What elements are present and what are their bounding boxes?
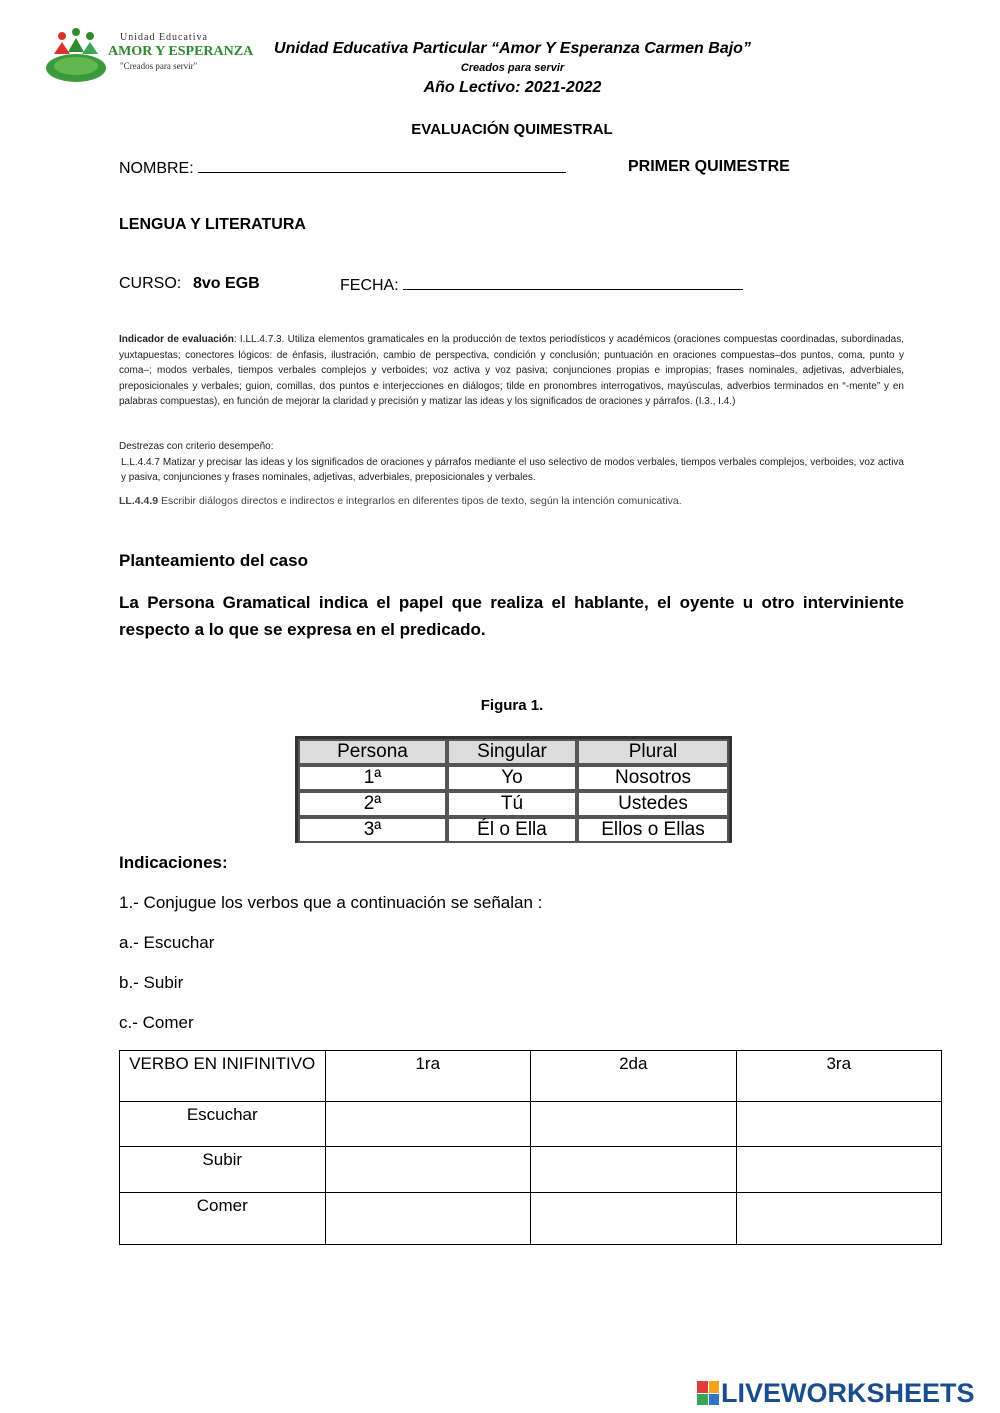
persona-cell: 3ª bbox=[298, 817, 447, 843]
liveworksheets-watermark bbox=[697, 1377, 975, 1409]
answer-cell[interactable] bbox=[325, 1147, 531, 1193]
fecha-field bbox=[340, 275, 743, 295]
answer-cell[interactable] bbox=[531, 1102, 737, 1147]
answer-cell[interactable] bbox=[736, 1102, 942, 1147]
indicador-evaluacion bbox=[119, 332, 904, 410]
ll449-text: Escribir diálogos directos e indirectos e integrarlos en diferentes tipos de texto, según la intención comunicativa. bbox=[161, 495, 682, 507]
destrezas-text: L.L.4.4.7 Matizar y precisar las ideas y los significados de oraciones y párrafos mediante el uso selectivo de modos verbales, tiempos verbales complejos, verboides, voz activa y pasiva, conjunciones y frases nominales, adjetivas, adverbiales, preposicionales y verbales. bbox=[121, 456, 904, 483]
indicaciones-title: Indicaciones: bbox=[119, 853, 228, 872]
logo-tagline: "Creados para servir" bbox=[120, 61, 198, 71]
answer-cell[interactable] bbox=[325, 1102, 531, 1147]
verb-table bbox=[119, 1050, 942, 1245]
persona-table-row bbox=[298, 791, 729, 817]
figure-caption: Figura 1. bbox=[480, 697, 544, 714]
school-motto: Creados para servir bbox=[460, 62, 565, 74]
persona-table-row bbox=[298, 817, 729, 843]
verb-item: b.- Subir bbox=[119, 973, 184, 992]
liveworksheets-text: LIVEWORKSHEETS bbox=[721, 1377, 975, 1408]
verb-header-cell: 1ra bbox=[325, 1051, 531, 1102]
nombre-blank[interactable] bbox=[198, 158, 566, 173]
persona-cell: Tú bbox=[447, 791, 577, 817]
verb-header-cell: 3ra bbox=[736, 1051, 942, 1102]
case-text: La Persona Gramatical indica el papel que realiza el hablante, el oyente u otro interviniente respecto a lo que se expresa en el predicado. bbox=[119, 593, 904, 639]
case-title: Planteamiento del caso bbox=[119, 551, 308, 570]
persona-cell: Él o Ella bbox=[447, 817, 577, 843]
nombre-label: NOMBRE: bbox=[119, 160, 194, 177]
persona-cell: 1ª bbox=[298, 765, 447, 791]
persona-cell: Ustedes bbox=[577, 791, 729, 817]
logo-line1: Unidad Educativa bbox=[120, 32, 208, 43]
instruction-text: 1.- Conjugue los verbos que a continuación se señalan : bbox=[119, 893, 543, 912]
destrezas bbox=[119, 439, 904, 486]
persona-cell: Ellos o Ellas bbox=[577, 817, 729, 843]
fecha-label: FECHA: bbox=[340, 277, 399, 294]
persona-table-row bbox=[298, 765, 729, 791]
verb-header-cell: VERBO EN INIFINITIVO bbox=[120, 1051, 326, 1102]
persona-table-header bbox=[298, 739, 729, 765]
fecha-blank[interactable] bbox=[403, 275, 743, 290]
verb-table-row bbox=[120, 1193, 942, 1245]
ll449 bbox=[119, 495, 904, 507]
answer-cell[interactable] bbox=[736, 1193, 942, 1245]
school-logo bbox=[42, 26, 252, 86]
persona-cell: Yo bbox=[447, 765, 577, 791]
persona-header-cell: Persona bbox=[298, 739, 447, 765]
evaluation-title: EVALUACIÓN QUIMESTRAL bbox=[411, 121, 613, 138]
persona-table bbox=[295, 736, 732, 843]
verb-table-header bbox=[120, 1051, 942, 1102]
verb-header-cell: 2da bbox=[531, 1051, 737, 1102]
ll449-code: LL.4.4.9 bbox=[119, 495, 159, 507]
answer-cell[interactable] bbox=[531, 1147, 737, 1193]
verb-table-row bbox=[120, 1102, 942, 1147]
persona-cell: Nosotros bbox=[577, 765, 729, 791]
verb-cell: Comer bbox=[120, 1193, 326, 1245]
answer-cell[interactable] bbox=[736, 1147, 942, 1193]
verb-cell: Escuchar bbox=[120, 1102, 326, 1147]
verb-table-row bbox=[120, 1147, 942, 1193]
persona-cell: 2ª bbox=[298, 791, 447, 817]
persona-header-cell: Singular bbox=[447, 739, 577, 765]
logo-line2: AMOR Y ESPERANZA bbox=[108, 44, 254, 59]
destrezas-label: Destrezas con criterio desempeño: bbox=[119, 441, 274, 452]
nombre-field bbox=[119, 158, 566, 178]
answer-cell[interactable] bbox=[531, 1193, 737, 1245]
curso-label: CURSO: bbox=[119, 275, 182, 292]
subject-title: LENGUA Y LITERATURA bbox=[119, 216, 306, 233]
verb-cell: Subir bbox=[120, 1147, 326, 1193]
quimestre-label: PRIMER QUIMESTRE bbox=[628, 158, 790, 175]
curso-value: 8vo EGB bbox=[193, 275, 260, 292]
school-name: Unidad Educativa Particular “Amor Y Esperanza Carmen Bajo” bbox=[274, 40, 751, 57]
liveworksheets-logo-icon bbox=[697, 1381, 719, 1405]
indicador-text: : I.LL.4.7.3. Utiliza elementos gramaticales en la producción de textos periodísticos y académicos (oraciones compuestas coordinadas, subordinadas, yuxtapuestas; conectores lógicos: de énfasis, ilustración, cambio de perspectiva, condición y conclusión; puntuación en oraciones compuestas–dos puntos, coma, punto y coma–; modos verbales, tiempos verbales complejos y verboides; voz activa y voz pasiva; conjunciones propias e impropias; frases nominales, adjetivas, adverbiales, preposicionales y verbales; guion, comillas, dos puntos e interjecciones en diálogos; tilde en pronombres interrogativos, mayúsculas, adverbios terminados en “-mente” y en palabras compuestas), en función de mejorar la claridad y precisión y matizar las ideas y los significados de oraciones y párrafos. (I.3., I.4.) bbox=[119, 334, 905, 407]
persona-header-cell: Plural bbox=[577, 739, 729, 765]
verb-item: c.- Comer bbox=[119, 1013, 194, 1032]
verb-item: a.- Escuchar bbox=[119, 933, 215, 952]
indicador-label: Indicador de evaluación bbox=[119, 334, 234, 345]
school-year: Año Lectivo: 2021-2022 bbox=[423, 79, 602, 96]
school-logo-icon bbox=[42, 26, 112, 86]
answer-cell[interactable] bbox=[325, 1193, 531, 1245]
